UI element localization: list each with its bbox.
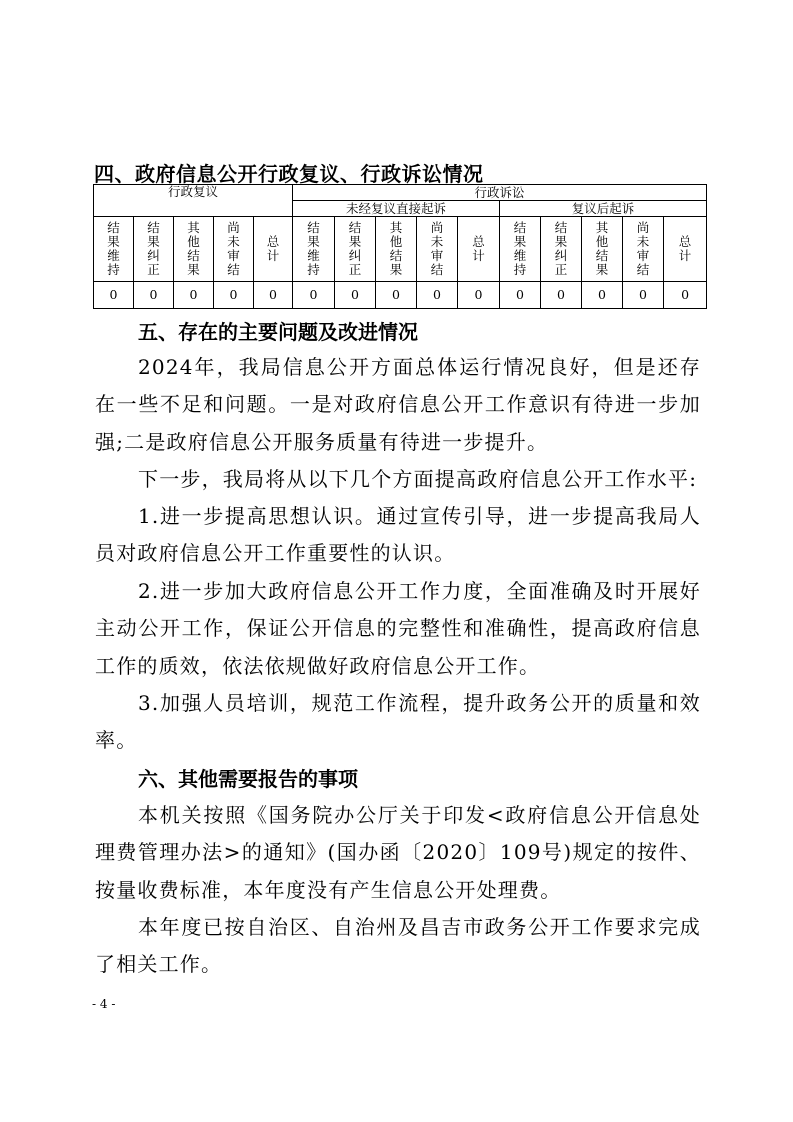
column-header-char: 结 bbox=[513, 220, 527, 235]
column-header-char: 果 bbox=[389, 262, 403, 277]
column-header-char: 他 bbox=[187, 234, 200, 249]
header-direct-litigation: 未经复议直接起诉 bbox=[293, 201, 500, 217]
column-header-char: 结 bbox=[348, 220, 362, 235]
value-cell-review-other-result: 0 bbox=[174, 282, 214, 309]
column-header-review-result-corrected bbox=[134, 217, 174, 282]
column-header-char: 其 bbox=[389, 220, 403, 235]
section-6-heading: 六、其他需要报告的事项 bbox=[138, 767, 358, 791]
section-5-paragraph-1: 2024年，我局信息公开方面总体运行情况良好，但是还存在一些不足和问题。一是对政府信息公开工作意识有待进一步加强;二是政府信息公开服务质量有待进一步提升。 bbox=[95, 355, 701, 454]
column-header-char: 果 bbox=[513, 234, 527, 249]
section-5-paragraph-2: 下一步，我局将从以下几个方面提高政府信息公开工作水平: bbox=[138, 467, 698, 491]
column-header-review-result-upheld bbox=[94, 217, 134, 282]
column-header-char: 计 bbox=[266, 248, 280, 263]
column-header-char: 结 bbox=[595, 248, 609, 263]
column-header-char: 他 bbox=[389, 234, 403, 249]
section-5-paragraph-4: 2.进一步加大政府信息公开工作力度，全面准确及时开展好主动公开工作，保证公开信息的完整性和准确性，提高政府信息工作的质效，依法依规做好政府信息公开工作。 bbox=[95, 579, 701, 678]
column-header-char: 总 bbox=[266, 234, 280, 249]
column-header-char: 果 bbox=[595, 262, 609, 277]
value-cell-direct-litigation-other-result: 0 bbox=[376, 282, 417, 309]
value-cell-litigation-after-review-other-result: 0 bbox=[582, 282, 623, 309]
column-header-char: 正 bbox=[147, 262, 160, 277]
column-header-char: 正 bbox=[554, 262, 568, 277]
column-header-char: 尚 bbox=[430, 220, 444, 235]
value-cell-direct-litigation-pending: 0 bbox=[417, 282, 458, 309]
value-cell-direct-litigation-result-corrected: 0 bbox=[335, 282, 376, 309]
header-litigation-after-review: 复议后起诉 bbox=[500, 201, 707, 217]
column-header-char: 果 bbox=[107, 234, 120, 249]
column-header-char: 纠 bbox=[147, 248, 160, 263]
page-number: - 4 - bbox=[92, 997, 116, 1011]
header-administrative-review: 行政复议 bbox=[94, 185, 293, 217]
column-header-direct-litigation-result-upheld bbox=[293, 217, 335, 282]
value-cell-direct-litigation-result-upheld: 0 bbox=[293, 282, 335, 309]
column-header-char: 纠 bbox=[348, 248, 362, 263]
value-cell-direct-litigation-total: 0 bbox=[458, 282, 500, 309]
section-6-paragraph-2: 本年度已按自治区、自治州及昌吉市政务公开工作要求完成了相关工作。 bbox=[95, 915, 701, 977]
column-header-review-total bbox=[254, 217, 293, 282]
column-header-review-other-result bbox=[174, 217, 214, 282]
column-header-char: 总 bbox=[678, 234, 692, 249]
column-header-char: 未 bbox=[430, 234, 444, 249]
column-header-char: 结 bbox=[389, 248, 403, 263]
column-header-char: 结 bbox=[107, 220, 120, 235]
column-header-litigation-after-review-result-corrected bbox=[541, 217, 582, 282]
column-header-litigation-after-review-result-upheld bbox=[500, 217, 541, 282]
value-cell-litigation-after-review-result-corrected: 0 bbox=[541, 282, 582, 309]
column-header-char: 结 bbox=[147, 220, 160, 235]
section-5-paragraph-5: 3.加强人员培训，规范工作流程，提升政务公开的质量和效率。 bbox=[95, 691, 701, 753]
value-cell-litigation-after-review-total: 0 bbox=[664, 282, 707, 309]
column-header-direct-litigation-other-result bbox=[376, 217, 417, 282]
column-header-char: 纠 bbox=[554, 248, 568, 263]
column-header-char: 维 bbox=[107, 248, 120, 263]
column-header-char: 结 bbox=[430, 262, 444, 277]
column-header-char: 果 bbox=[307, 234, 320, 249]
section-6-paragraph-1: 本机关按照《国务院办公厅关于印发<政府信息公开信息处理费管理办法>的通知》(国办函〔2020〕109号)规定的按件、按量收费标准，本年度没有产生信息公开处理费。 bbox=[95, 803, 701, 902]
column-header-char: 持 bbox=[307, 262, 320, 277]
column-header-char: 尚 bbox=[227, 220, 240, 235]
column-header-direct-litigation-result-corrected bbox=[335, 217, 376, 282]
header-administrative-litigation: 行政诉讼 bbox=[293, 185, 707, 201]
column-header-char: 未 bbox=[636, 234, 650, 249]
column-header-char: 正 bbox=[348, 262, 362, 277]
column-header-char: 结 bbox=[187, 248, 200, 263]
column-header-char: 计 bbox=[678, 248, 692, 263]
column-header-char: 果 bbox=[348, 234, 362, 249]
column-header-char: 未 bbox=[227, 234, 240, 249]
column-header-char: 维 bbox=[513, 248, 527, 263]
column-header-char: 持 bbox=[513, 262, 527, 277]
column-header-char: 结 bbox=[554, 220, 568, 235]
column-header-char: 其 bbox=[187, 220, 200, 235]
column-header-char: 他 bbox=[595, 234, 609, 249]
column-header-litigation-after-review-pending bbox=[623, 217, 664, 282]
column-header-direct-litigation-pending bbox=[417, 217, 458, 282]
section-5-heading: 五、存在的主要问题及改进情况 bbox=[138, 320, 418, 344]
column-header-litigation-after-review-other-result bbox=[582, 217, 623, 282]
review-litigation-table bbox=[93, 184, 707, 309]
column-header-char: 维 bbox=[307, 248, 320, 263]
column-header-char: 审 bbox=[430, 248, 444, 263]
column-header-char: 结 bbox=[227, 262, 240, 277]
section-5-paragraph-3: 1.进一步提高思想认识。通过宣传引导，进一步提高我局人员对政府信息公开工作重要性的认识。 bbox=[95, 504, 701, 566]
column-header-char: 持 bbox=[107, 262, 120, 277]
value-cell-review-result-corrected: 0 bbox=[134, 282, 174, 309]
column-header-char: 结 bbox=[307, 220, 320, 235]
column-header-char: 其 bbox=[595, 220, 609, 235]
column-header-char: 果 bbox=[554, 234, 568, 249]
column-header-char: 审 bbox=[227, 248, 240, 263]
column-header-char: 果 bbox=[187, 262, 200, 277]
column-header-char: 总 bbox=[472, 234, 485, 249]
column-header-litigation-after-review-total bbox=[664, 217, 707, 282]
column-header-char: 果 bbox=[147, 234, 160, 249]
column-header-direct-litigation-total bbox=[458, 217, 500, 282]
value-cell-review-result-upheld: 0 bbox=[94, 282, 134, 309]
column-header-char: 审 bbox=[636, 248, 650, 263]
value-cell-litigation-after-review-pending: 0 bbox=[623, 282, 664, 309]
value-cell-review-total: 0 bbox=[254, 282, 293, 309]
column-header-review-pending bbox=[214, 217, 254, 282]
column-header-char: 结 bbox=[636, 262, 650, 277]
column-header-char: 计 bbox=[472, 248, 485, 263]
value-cell-review-pending: 0 bbox=[214, 282, 254, 309]
value-cell-litigation-after-review-result-upheld: 0 bbox=[500, 282, 541, 309]
section-4-heading: 四、政府信息公开行政复议、行政诉讼情况 bbox=[94, 162, 484, 186]
column-header-char: 尚 bbox=[636, 220, 650, 235]
